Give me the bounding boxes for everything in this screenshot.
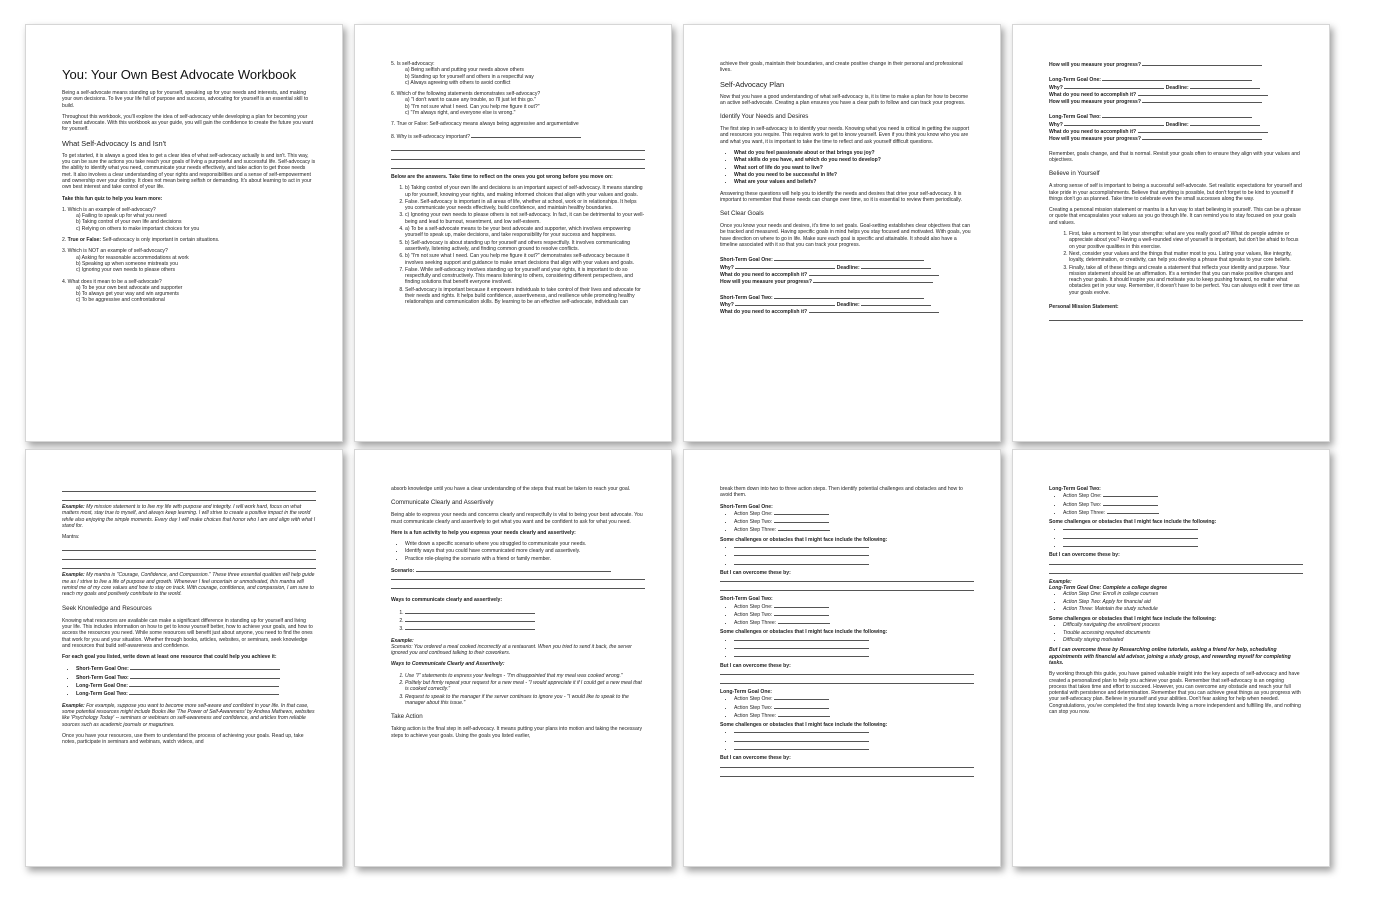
action-step [734, 712, 974, 719]
answer-line[interactable] [1049, 559, 1303, 565]
action-steps [720, 603, 974, 627]
example-label: Example: [62, 572, 85, 579]
question-text: Self-advocacy is only important in certain situations. [101, 237, 220, 244]
reflection-question: • What sort of life do you want to live? [734, 165, 974, 171]
form-label: Deadline: [836, 264, 860, 271]
form-label: How will you measure your progress? [1049, 62, 1141, 68]
mission-steps [1049, 231, 1303, 296]
body-paragraph: Creating a personal mission statement or mantra is a fun way to start believing in yourself. This can be a phrase or quote that encapsulates your values as you go through life. It can remind you to stay focused on your goals and values. [1049, 207, 1301, 226]
example-label: Example: [62, 504, 85, 510]
answer-option: b) Taking control of your own life and decisions [76, 219, 182, 226]
goal-action-block [720, 596, 974, 684]
measure-input[interactable] [1142, 61, 1262, 66]
form-label: Action Step One: [1063, 493, 1102, 500]
answer-line[interactable] [391, 583, 645, 589]
mission-step: 3. Finally, take all of these things and create a statement that reflects your identity and purpose. Your mission statement should be an affirmation. It's a reminder that you can make positive changes and reach your goals. It should inspire you and motivate you to keep pushing forward, no matter what obstacles get in your way. Remember, it doesn't have to be perfect. You can always edit it over time as your goals evolve. [1069, 265, 1303, 296]
workbook-page-6 [354, 449, 672, 867]
ways-item [405, 609, 645, 616]
goal-form [1049, 61, 1303, 143]
action-step [734, 518, 974, 525]
example-ways-item: 3. Request to speak to the manager if the server continues to ignore you - "I would like to speak to the manager about this issue." [405, 694, 645, 707]
form-label: Action Step Two: [734, 519, 773, 526]
challenge-item [1063, 542, 1303, 549]
answer-item: 2. False. Self-advocacy is important in all areas of life, whether at school, work or in relationships. It helps you communicate your needs effectively, build confidence, and maintain healthy boundaries. [405, 199, 645, 212]
measure-input[interactable] [1142, 98, 1262, 103]
form-label: Action Step Two: [734, 704, 773, 711]
accomplish-input[interactable] [1138, 128, 1268, 133]
closing-paragraph: By working through this guide, you have gained valuable insight into the key aspects of self-advocacy and have created a personalized plan to help you achieve your goals. Remember that self-advocacy is an ongoing process that takes time and effort to succeed. However, you can overcome any obstacle and reach your full potential with persistence and determination. Remember that you can achieve great things as you progress with your self-advocacy plan. Believe in yourself and your abilities. Don't fear asking for help when needed. Congratulations, you've completed the first step towards living a more independent and fulfilling life, and nothing can stop you now. [1049, 671, 1301, 716]
goal-label: Long-Term Goal One: [720, 688, 772, 695]
answer-line[interactable] [391, 163, 645, 169]
answer-option: c) "I'm always right, and everyone else is wrong." [405, 110, 516, 117]
action-step [734, 695, 974, 702]
scenario-input[interactable] [416, 567, 611, 572]
action-step [734, 611, 974, 618]
answer-item: 4. a) To be a self-advocate means to be your best advocate and supporter, which involves empowering yourself to speak up, make decisions, and take responsibility for your success and happiness. [405, 226, 645, 239]
example-body: My mission statement is to live my life with purpose and integrity. I will work hard, focus on what matters most, stay true to myself, and always keep learning. I will strive to create a positive impact in the world while also enjoying the simple moments. Every day I will make choices that honor who I am and align with what I stand for. [62, 504, 316, 529]
challenge-item [734, 543, 974, 550]
reflection-question: • What do you need to be successful in life? [734, 172, 974, 178]
example-text [62, 504, 316, 529]
ways-input[interactable] [405, 617, 535, 622]
answer-line[interactable] [62, 545, 316, 551]
mantra-label: Mantra: [62, 534, 80, 541]
form-label: Action Step One: [734, 696, 773, 703]
step-input[interactable] [774, 695, 829, 700]
answer-line[interactable] [62, 495, 316, 501]
answer-item: 3. c) Ignoring your own needs to please others is not self-advocacy. In fact, it can be detrimental to your well-being and lead to burnout, resentment, and low self-esteem. [405, 212, 645, 225]
challenge-input[interactable] [734, 644, 869, 649]
answer-option: a) Failing to speak up for what you need [76, 213, 167, 220]
resource-input[interactable] [130, 665, 280, 670]
deadline-input[interactable] [861, 264, 931, 269]
section-heading: Set Clear Goals [720, 210, 764, 218]
form-label: Long-Term Goal One: [1049, 77, 1101, 84]
form-label: Action Step Three: [734, 527, 777, 534]
challenge-item [734, 644, 974, 651]
challenge-item [734, 737, 974, 744]
example-scenario: Scenario: You ordered a meal cooked incorrectly at a restaurant. When you tried to send it back, the server ignored you and continued talking to their coworkers. [391, 643, 632, 657]
step-input[interactable] [778, 619, 830, 624]
quiz-question [62, 207, 316, 232]
answer-line[interactable] [62, 554, 316, 560]
challenges-label: Some challenges or obstacles that I might face include the following: [720, 629, 888, 636]
resource-input[interactable] [129, 690, 279, 695]
challenges-label: Some challenges or obstacles that I might face include the following: [1049, 616, 1217, 623]
workbook-page-5 [25, 449, 343, 867]
ways-list [391, 609, 645, 633]
reflection-question: • What are your values and beliefs? [734, 179, 974, 185]
resource-input[interactable] [129, 682, 279, 687]
step-input[interactable] [774, 603, 829, 608]
body-paragraph: The first step in self-advocacy is to identify your needs. Knowing what you need is critical in getting the support and resources you require. This requires work to get to know yourself. Even if you think you know who you are and what you want, it is important to take the time to reflect and ask yourself difficult questions. [720, 126, 970, 145]
example-challenge: • Difficulty navigating the enrollment process [1063, 622, 1303, 628]
action-step [734, 704, 974, 711]
resource-item [76, 665, 316, 672]
challenge-input[interactable] [1063, 534, 1198, 539]
question-label: True or False: [67, 237, 102, 244]
form-label: Why? [1049, 84, 1063, 91]
example-overcome: But I can overcome these by Researching online tutorials, asking a friend for help, scheduling appointments with financial aid advisor, joining a study group, and rewarding myself for completing tasks. [1049, 647, 1291, 666]
form-label: Action Step Three: [734, 712, 777, 719]
answer-item: 1. b) Taking control of your own life and decisions is an important aspect of self-advocacy. It means standing up for yourself, knowing your rights, and making informed choices that align with your values and goals. [405, 185, 645, 198]
ways-heading: Ways to communicate clearly and assertively: [391, 597, 503, 604]
section-heading: Take Action [391, 713, 423, 721]
ways-input[interactable] [405, 609, 535, 614]
example-label: Example: [391, 637, 414, 644]
form-label: Action Step Two: [734, 611, 773, 618]
goal-input[interactable] [1102, 76, 1252, 81]
form-label: Action Step Three: [734, 620, 777, 627]
goal-action-block [720, 689, 974, 777]
form-label: Long-Term Goal Two: [76, 691, 128, 698]
activity-list [391, 541, 645, 562]
ways-item [405, 617, 645, 624]
reflection-questions [720, 150, 974, 185]
form-label: What do you need to accomplish it? [720, 271, 808, 278]
challenge-item [1063, 534, 1303, 541]
step-input[interactable] [1107, 509, 1159, 514]
activity-intro: Here is a fun activity to help you express your needs clearly and assertively: [391, 529, 576, 536]
goal-form [720, 256, 974, 315]
example-body: My mantra is "Courage, Confidence, and Compassion." These three essential qualities will help guide me as I strive to live a life of purpose and growth. Whenever I feel uncertain or unmotivated, this mantra will remind me of my core values and how to stay on track. With courage, confidence, and compassion, I am sure to reach my goals and positively contribute to the world. [62, 572, 315, 598]
answer-line[interactable] [62, 486, 316, 492]
body-paragraph: break them down into two to three action steps. Then identify potential challenges and obstacles and how to avoid them. [720, 486, 963, 499]
answer-option: b) Speaking up when someone mistreats you [76, 260, 178, 267]
form-label: Action Step Three: [1063, 509, 1106, 516]
answer-line[interactable] [391, 145, 645, 151]
activity-item: • Identify ways that you could have communicated more clearly and assertively. [405, 548, 645, 554]
step-input[interactable] [1103, 492, 1158, 497]
section-heading: Identify Your Needs and Desires [720, 113, 809, 121]
action-step [1063, 492, 1303, 499]
challenge-item [734, 652, 974, 659]
answers-heading: Below are the answers. Take time to reflect on the ones you got wrong before you move on: [391, 173, 613, 180]
example-step: • Action Three: Maintain the study schedule [1063, 606, 1303, 612]
action-steps [720, 510, 974, 534]
challenges-label: Some challenges or obstacles that I might face include the following: [1049, 519, 1217, 526]
workbook-page-7 [683, 449, 1001, 867]
answers-list [391, 185, 645, 305]
challenge-input[interactable] [734, 728, 869, 733]
example-ways-list [391, 673, 645, 706]
answer-line[interactable] [720, 585, 974, 591]
goal-label: Short-Term Goal One: [720, 503, 773, 510]
body-paragraph: Remember, goals change, and that is normal. Revisit your goals often to ensure they align with your values and objectives. [1049, 150, 1300, 163]
measure-input[interactable] [1142, 135, 1262, 140]
answer-line[interactable] [391, 574, 645, 580]
answer-option: b) "I'm not sure what I need. Can you help me figure it out?" [405, 103, 540, 110]
body-paragraph: To get started, it is always a good idea to get a clear idea of what self-advocacy actually is and isn't. This way, you can be sure the actions you take reach your goals of living a purposeful and successful life. Self-advocacy is the ability to identify what you need, communicate your needs effectively, and take action to get those needs met. It also involves a clear understanding of your rights and responsibilities and a sense of self-empowerment and ownership over your destiny. It does not mean being selfish or demanding. It's about learning to act in your own best interest and take control of your life. [62, 152, 316, 191]
overcome-label: But I can overcome these by: [720, 755, 791, 762]
scenario-row [391, 567, 645, 574]
answer-line[interactable] [1049, 315, 1303, 321]
challenge-item [734, 728, 974, 735]
section-heading: What Self-Advocacy Is and Isn't [62, 138, 167, 148]
challenge-input[interactable] [734, 737, 869, 742]
example-text [62, 703, 316, 728]
form-label: Short-Term Goal One: [76, 666, 129, 673]
section-heading: Seek Knowledge and Resources [62, 604, 152, 612]
why-input[interactable] [1064, 84, 1164, 89]
question-text: 8. Why is self-advocacy important? [391, 133, 470, 140]
answer-option: a) Asking for reasonable accommodations at work [76, 254, 189, 261]
form-label: What do you need to accomplish it? [1049, 91, 1137, 98]
challenges-label: Some challenges or obstacles that I might face include the following: [720, 536, 888, 543]
answer-line[interactable] [720, 576, 974, 582]
answer-option: a) Being selfish and putting your needs above others [405, 67, 524, 74]
form-label: Deadline: [1165, 84, 1189, 91]
accomplish-input[interactable] [809, 308, 939, 313]
form-label: What do you need to accomplish it? [720, 309, 808, 316]
body-paragraph: absorb knowledge until you have a clear understanding of the steps that must be taken to reach your goal. [391, 486, 631, 492]
form-label: Short-Term Goal One: [720, 257, 773, 264]
resource-list [62, 665, 316, 697]
example-goal: Long-Term Goal One: Complete a college degree [1049, 584, 1168, 591]
question-text: 5. Is self-advocacy: [391, 61, 435, 67]
example-challenges [1049, 622, 1303, 643]
step-input[interactable] [778, 526, 830, 531]
question-text: 6. Which of the following statements demonstrates self-advocacy? [391, 91, 541, 98]
form-label: Action Step One: [734, 603, 773, 610]
quiz-question [391, 61, 645, 86]
challenge-item [734, 551, 974, 558]
resource-input[interactable] [130, 674, 280, 679]
challenge-input[interactable] [734, 543, 869, 548]
deadline-input[interactable] [1190, 121, 1260, 126]
section-heading: Communicate Clearly and Assertively [391, 499, 494, 507]
answer-line[interactable] [62, 563, 316, 569]
body-paragraph: Once you have your resources, use them to understand the process of achieving your goals. Read up, take notes, participate in seminars and webinars, watch videos, and [62, 732, 304, 746]
answer-option: c) Relying on others to make important choices for you [76, 225, 200, 232]
example-text [62, 572, 316, 597]
example-challenge: • Trouble accessing required documents [1063, 630, 1303, 636]
body-paragraph: achieve their goals, maintain their boundaries, and create positive change in their personal and professional lives. [720, 61, 963, 74]
challenges-list [720, 728, 974, 752]
section-heading: Self-Advocacy Plan [720, 79, 785, 89]
quiz-question: 7. True or False: Self-advocacy means always being aggressive and argumentative [391, 121, 579, 128]
example-steps [1049, 591, 1303, 612]
answer-line[interactable] [1049, 568, 1303, 574]
answer-item: 8. Self-advocacy is important because it empowers individuals to take control of their lives and advocate for their needs and rights. It helps build confidence, assertiveness, and resilience while promoting healthy relationships and communication skills. By learning to be an effective self-advocate, individuals can [405, 287, 645, 306]
example-body: For example, suppose you want to become more self-aware and confident in your life. In that case, some potential resources might include Books like 'The Power of Self-Awareness' by Andrea Mathews, websites like 'Psychology Today' -- seminars or webinars on self-awareness and confidence, and articles from reliable sources such as academic journals or magazines. [62, 702, 315, 728]
form-label: How will you measure your progress? [720, 279, 812, 286]
workbook-title: You: Your Own Best Advocate Workbook [62, 67, 297, 82]
form-label: Why? [1049, 121, 1063, 128]
workbook-page-8 [1012, 449, 1330, 867]
goal-label: Short-Term Goal Two: [720, 596, 773, 603]
example-ways-heading: Ways to Communicate Clearly and Assertively: [391, 661, 505, 668]
deadline-input[interactable] [861, 301, 931, 306]
intro-paragraph: Being a self-advocate means standing up for yourself, speaking up for your needs and interests, and making your own decisions. To live your life full of purpose and success, advocating for yourself is an essential skill to build. [62, 90, 309, 109]
form-label: Why? [720, 301, 734, 308]
form-label: Why? [720, 264, 734, 271]
workbook-page-1 [25, 24, 343, 442]
answer-line[interactable] [471, 133, 581, 138]
answer-item: 6. b) "I'm not sure what I need. Can you help me figure it out?" demonstrates self-advocacy because it involves seeking support and guidance to make smart decisions that align with your values and goals. [405, 253, 645, 266]
form-label: Action Step One: [734, 510, 773, 517]
question-text: 4. What does it mean to be a self-advocate? [62, 278, 162, 285]
challenge-item [734, 745, 974, 752]
challenge-input[interactable] [734, 636, 869, 641]
mission-step: 2. Next, consider your values and the things that matter most to you. Listing your values, like integrity, loyalty, determination, or creativity, can help you develop a phrase that speaks to your core beliefs. [1069, 251, 1303, 264]
activity-item: • Practice role-playing the scenario with a friend or family member. [405, 556, 645, 562]
challenges-list [720, 636, 974, 660]
challenge-input[interactable] [1063, 525, 1198, 530]
challenges-list [720, 543, 974, 567]
question-text: 1. Which is an example of self-advocacy? [62, 206, 156, 213]
action-step [734, 526, 974, 533]
action-step [1063, 501, 1303, 508]
answer-line[interactable] [720, 771, 974, 777]
goal-action-block [720, 504, 974, 592]
answer-item: 7. False. While self-advocacy involves standing up for yourself and your rights, it is important to do so respectfully and constructively. This means listening to others, considering different perspectives, and finding solutions that benefit everyone involved. [405, 267, 645, 286]
question-number: 2. [62, 237, 68, 244]
why-input[interactable] [735, 301, 835, 306]
goal-label: Long-Term Goal Two: [1049, 486, 1101, 492]
body-paragraph: Knowing what resources are available can make a significant difference in standing up for yourself and living your life. This includes information on how to get to know yourself better, how to achieve your goals, and how to access the resources you need. While some resources will benefit just about anyone, you need to find the ones that work for you and your situation. Whether through books, articles, websites, or seminars, seek knowledge and resources that build self-awareness and confidence. [62, 617, 313, 649]
challenge-input[interactable] [734, 551, 869, 556]
step-input[interactable] [774, 611, 829, 616]
step-input[interactable] [774, 510, 829, 515]
form-label: Deadline: [836, 301, 860, 308]
reflection-question: • What skills do you have, and which do you need to develop? [734, 157, 974, 163]
quiz-question [391, 91, 645, 116]
resource-item [76, 690, 316, 697]
example-ways-item: 1. Use "I" statements to express your feelings - "I'm disappointed that my meal was cooked wrong." [405, 673, 645, 679]
resource-item [76, 674, 316, 681]
step-input[interactable] [774, 518, 829, 523]
example-challenge: • Difficulty staying motivated [1063, 637, 1303, 643]
body-paragraph: Taking action is the final step in self-advocacy. It means putting your plans into motion and taking the necessary steps to achieve your goals. Using the goals you listed earlier, [391, 726, 643, 739]
step-input[interactable] [774, 704, 829, 709]
action-step [734, 619, 974, 626]
action-steps [1049, 492, 1303, 516]
challenges-label: Some challenges or obstacles that I might face include the following: [720, 722, 888, 729]
why-input[interactable] [1064, 121, 1164, 126]
example-label: Example: [1049, 578, 1072, 585]
goal-input[interactable] [774, 256, 924, 261]
answer-option: c) To be aggressive and confrontational [76, 297, 165, 304]
deadline-input[interactable] [1190, 84, 1260, 89]
action-step [1063, 509, 1303, 516]
body-paragraph: Answering these questions will help you to identify the needs and desires that drive your self-advocacy. It is important to remember that these needs can change over time, so it is essential to review them periodically. [720, 190, 962, 203]
form-label: How will you measure your progress? [1049, 99, 1141, 106]
answer-option: a) "I don't want to cause any trouble, so I'll just let this go." [405, 97, 536, 104]
quiz-intro: Take this fun quiz to help you learn more: [62, 195, 163, 202]
form-label: Deadline: [1165, 121, 1189, 128]
challenge-item [1063, 525, 1303, 532]
challenge-input[interactable] [734, 745, 869, 750]
form-label: Long-Term Goal Two: [1049, 114, 1101, 121]
form-label: Long-Term Goal One: [76, 683, 128, 690]
form-label: Short-Term Goal Two: [720, 294, 773, 301]
overcome-label: But I can overcome these by: [720, 662, 791, 669]
ways-item [405, 625, 645, 632]
challenges-list [1049, 525, 1303, 549]
answer-option: c) Always agreeing with others to avoid conflict [405, 79, 511, 86]
body-paragraph: Being able to express your needs and concerns clearly and respectfully is vital to being your best advocate. You must communicate clearly and assertively to get what you want and be confident to ask for what you need. [391, 512, 643, 525]
quiz-question [62, 237, 316, 243]
action-step [734, 603, 974, 610]
quiz-question [391, 133, 645, 140]
workbook-page-2 [354, 24, 672, 442]
intro-paragraph: Throughout this workbook, you'll explore the idea of self-advocacy while developing a plan for becoming your own best advocate. With this workbook as your guide, you will gain the confidence to create the future you want for yourself. [62, 113, 314, 133]
form-label: Short-Term Goal Two: [76, 674, 129, 681]
answer-item: 5. b) Self-advocacy is about standing up for yourself and others respectfully. It involves communicating assertively, listening actively, and finding common ground to resolve conflicts. [405, 240, 645, 253]
answer-option: a) To be your own best advocate and supporter [76, 284, 183, 291]
step-input[interactable] [1103, 501, 1158, 506]
form-label: Action Step Two: [1063, 501, 1102, 508]
resource-item [76, 682, 316, 689]
workbook-page-4 [1012, 24, 1330, 442]
answer-option: b) To always get your way and win arguments [76, 291, 179, 298]
example-step: • Action Step One: Enroll in college courses [1063, 591, 1303, 597]
measure-input[interactable] [813, 278, 933, 283]
body-paragraph: Once you know your needs and desires, it's time to set goals. Goal-setting establishes clear objectives that can be tracked and measured. Having specific goals in mind helps you stay focused and motivated. With goals, you have direction on where to go in life. Make sure each goal is specific and attainable. It should also have a timeline associated with it so that you can track your progress. [720, 223, 971, 249]
challenge-input[interactable] [734, 652, 869, 657]
quiz-question [62, 279, 316, 304]
answer-line[interactable] [720, 678, 974, 684]
quiz-question [62, 248, 316, 273]
form-label: What do you need to accomplish it? [1049, 129, 1137, 136]
answer-line[interactable] [720, 669, 974, 675]
reflection-question: • What do you feel passionate about or that brings you joy? [734, 150, 974, 156]
ways-input[interactable] [405, 625, 535, 630]
answer-option: c) Ignoring your own needs to please others [76, 267, 176, 274]
mission-step: 1. First, take a moment to list your strengths: what are you really good at? What do people admire or appreciate about you? Having a well-rounded view of yourself is important, but don't be afraid to focus on your positive qualities in this exercise. [1069, 231, 1303, 250]
example-step: • Action Step Two: Apply for financial aid [1063, 599, 1303, 605]
workbook-page-3 [683, 24, 1001, 442]
section-heading: Believe in Yourself [1049, 170, 1100, 178]
mission-statement-label: Personal Mission Statement: [1049, 304, 1119, 311]
step-input[interactable] [778, 712, 830, 717]
overcome-label: But I can overcome these by: [720, 569, 791, 576]
challenge-input[interactable] [734, 560, 869, 565]
challenge-input[interactable] [1063, 542, 1198, 547]
challenge-item [734, 636, 974, 643]
example-ways-item: 2. Politely but firmly repeat your request for a new meal - "I would appreciate it if I could get a new meal that is cooked correctly." [405, 680, 645, 693]
overcome-label: But I can overcome these by: [1049, 552, 1120, 559]
activity-item: • Write down a specific scenario where you struggled to communicate your needs. [405, 541, 645, 547]
accomplish-input[interactable] [809, 271, 939, 276]
form-label: How will you measure your progress? [1049, 136, 1141, 143]
body-paragraph: A strong sense of self is important to being a successful self-advocate. Set realistic expectations for yourself and take pride in your accomplishments. Believe that anything is possible, but don't forget to be kind to yourself if things don't go as planned. Take time to celebrate even the small successes along the way. [1049, 183, 1302, 202]
accomplish-input[interactable] [1138, 91, 1268, 96]
answer-line[interactable] [720, 762, 974, 768]
question-text: 3. Which is NOT an example of self-advocacy? [62, 248, 168, 255]
action-steps [720, 695, 974, 719]
challenge-item [734, 560, 974, 567]
body-paragraph: Now that you have a good understanding of what self-advocacy is, it is time to make a plan for how to become an active self-advocate. Creating a plan ensures you have a clear path to follow and can track your progress. [720, 93, 969, 106]
example-label: Example: [62, 702, 85, 709]
form-label: Scenario: [391, 568, 415, 575]
answer-option: b) Standing up for yourself and others in a respectful way [405, 73, 534, 80]
instruction: For each goal you listed, write down at least one resource that could help you achieve it: [62, 654, 277, 661]
goal-input[interactable] [1102, 113, 1252, 118]
goal-input[interactable] [774, 294, 924, 299]
why-input[interactable] [735, 264, 835, 269]
action-step [734, 510, 974, 517]
answer-line[interactable] [391, 154, 645, 160]
